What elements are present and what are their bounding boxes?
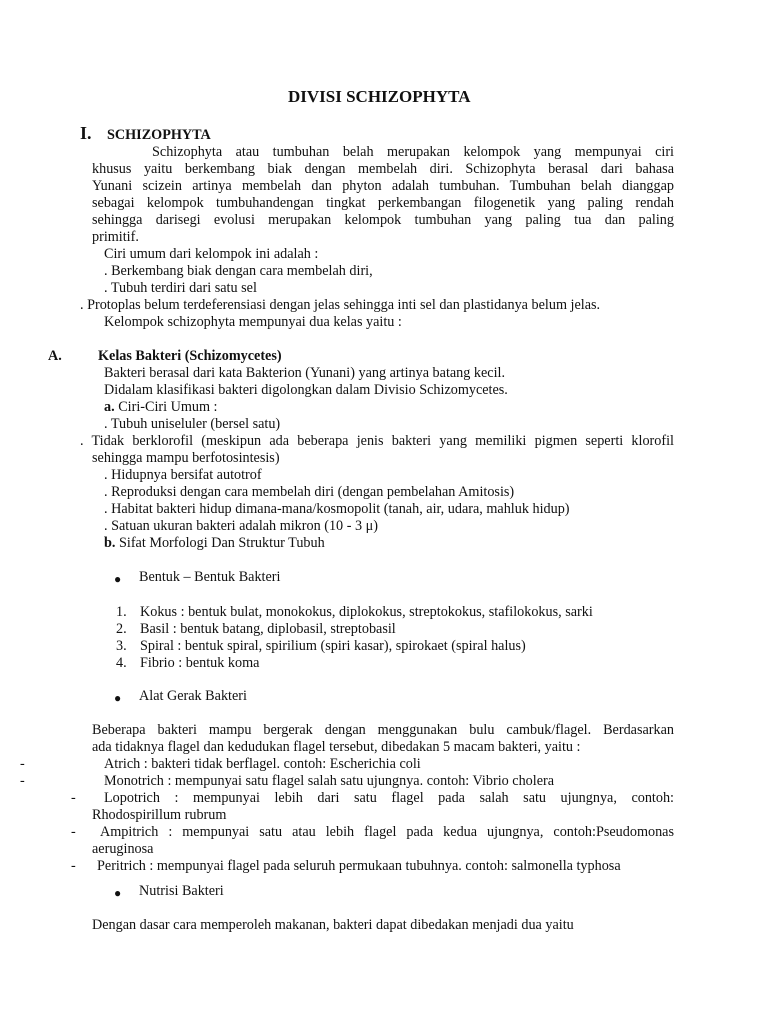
- bullet-icon: ●: [114, 886, 122, 900]
- subsection-heading: Kelas Bakteri (Schizomycetes): [98, 348, 282, 364]
- paragraph-line: khusus yaitu berkembang biak dengan membelah diri. Schizophyta berasal dari bahasa: [92, 161, 674, 177]
- bullet-icon: ●: [114, 691, 122, 705]
- flagel-item: Atrich : bakteri tidak berflagel. contoh: Escherichia coli: [104, 756, 421, 772]
- list-number: 1.: [116, 604, 127, 620]
- page-title: DIVISI SCHIZOPHYTA: [288, 87, 471, 106]
- flagel-item-continued: aeruginosa: [92, 841, 154, 857]
- paragraph-line: Didalam klasifikasi bakteri digolongkan dalam Divisio Schizomycetes.: [104, 382, 508, 398]
- dash-marker: -: [71, 824, 76, 840]
- ciri-item-continued: sehingga mampu berfotosintesis): [92, 450, 280, 466]
- list-item: Kokus : bentuk bulat, monokokus, diplokokus, streptokokus, stafilokokus, sarki: [140, 604, 593, 620]
- ciri-item: . Reproduksi dengan cara membelah diri (dengan pembelahan Amitosis): [104, 484, 515, 500]
- bullet-heading: Nutrisi Bakteri: [139, 883, 224, 899]
- flagel-item: Ampitrich : mempunyai satu atau lebih flagel pada kedua ujungnya, contoh:Pseudomonas: [100, 824, 674, 840]
- flagel-item: Peritrich : mempunyai flagel pada seluruh permukaan tubuhnya. contoh: salmonella typhosa: [97, 858, 621, 874]
- paragraph-line: primitif.: [92, 229, 139, 245]
- list-number: 2.: [116, 621, 127, 637]
- ciri-umum-heading: [104, 399, 218, 416]
- dash-marker: -: [20, 773, 25, 789]
- dash-marker: -: [71, 858, 76, 874]
- ciri-item: . Tidak berklorofil (meskipun ada beberapa jenis bakteri yang memiliki pigmen seperti klorofil: [80, 433, 674, 449]
- kelas-intro: Kelompok schizophyta mempunyai dua kelas yaitu :: [104, 314, 402, 330]
- ciri-item: . Tubuh uniseluler (bersel satu): [104, 416, 281, 432]
- ciri-item: . Habitat bakteri hidup dimana-mana/kosmopolit (tanah, air, udara, mahluk hidup): [104, 501, 570, 517]
- bullet-icon: ●: [114, 572, 122, 586]
- paragraph-line: Bakteri berasal dari kata Bakterion (Yunani) yang artinya batang kecil.: [104, 365, 506, 381]
- ciri-item: . Satuan ukuran bakteri adalah mikron (10 - 3 μ): [104, 518, 378, 534]
- bullet-heading: Bentuk – Bentuk Bakteri: [139, 569, 281, 585]
- section-heading: SCHIZOPHYTA: [107, 127, 211, 143]
- ciri-item: . Hidupnya bersifat autotrof: [104, 467, 262, 483]
- list-label: a.: [104, 399, 115, 415]
- list-heading-text: Ciri-Ciri Umum :: [114, 399, 218, 415]
- list-item: Spiral : bentuk spiral, spirilium (spiri kasar), spirokaet (spiral halus): [140, 638, 526, 654]
- paragraph-line: sehingga darisegi evolusi merupakan kelompok tumbuhan yang paling tua dan paling: [92, 212, 674, 228]
- ciri-item: . Tubuh terdiri dari satu sel: [104, 280, 257, 296]
- list-heading-text: Sifat Morfologi Dan Struktur Tubuh: [115, 535, 325, 551]
- subsection-letter: A.: [48, 348, 62, 364]
- paragraph-line: sebagai kelompok tumbuhandengan tingkat perkembangan filogenetik yang paling rendah: [92, 195, 674, 211]
- ciri-item: . Berkembang biak dengan cara membelah diri,: [104, 263, 373, 279]
- ciri-item: . Protoplas belum terdeferensiasi dengan jelas sehingga inti sel dan plastidanya belum jelas.: [80, 297, 601, 313]
- list-number: 3.: [116, 638, 127, 654]
- list-label: b.: [104, 535, 116, 551]
- flagel-item: Lopotrich : mempunyai lebih dari satu flagel pada salah satu ujungnya, contoh:: [104, 790, 674, 806]
- flagel-item-continued: Rhodospirillum rubrum: [92, 807, 227, 823]
- dash-marker: -: [20, 756, 25, 772]
- paragraph-line: Beberapa bakteri mampu bergerak dengan menggunakan bulu cambuk/flagel. Berdasarkan: [92, 722, 674, 738]
- paragraph-line: ada tidaknya flagel dan kedudukan flagel tersebut, dibedakan 5 macam bakteri, yaitu :: [92, 739, 581, 755]
- paragraph-line: Yunani scizein artinya membelah dan phyton adalah tumbuhan. Tumbuhan belah dianggap: [92, 178, 674, 194]
- dash-marker: -: [71, 790, 76, 806]
- paragraph-line: Schizophyta atau tumbuhan belah merupakan kelompok yang mempunyai ciri: [152, 144, 674, 160]
- list-item: Fibrio : bentuk koma: [140, 655, 260, 671]
- flagel-item: Monotrich : mempunyai satu flagel salah satu ujungnya. contoh: Vibrio cholera: [104, 773, 555, 789]
- list-item: Basil : bentuk batang, diplobasil, streptobasil: [140, 621, 396, 637]
- bullet-heading: Alat Gerak Bakteri: [139, 688, 247, 704]
- section-number: I.: [80, 123, 92, 143]
- morfologi-heading: [104, 535, 325, 552]
- ciri-intro: Ciri umum dari kelompok ini adalah :: [104, 246, 319, 262]
- paragraph-line: Dengan dasar cara memperoleh makanan, bakteri dapat dibedakan menjadi dua yaitu: [92, 917, 574, 933]
- list-number: 4.: [116, 655, 127, 671]
